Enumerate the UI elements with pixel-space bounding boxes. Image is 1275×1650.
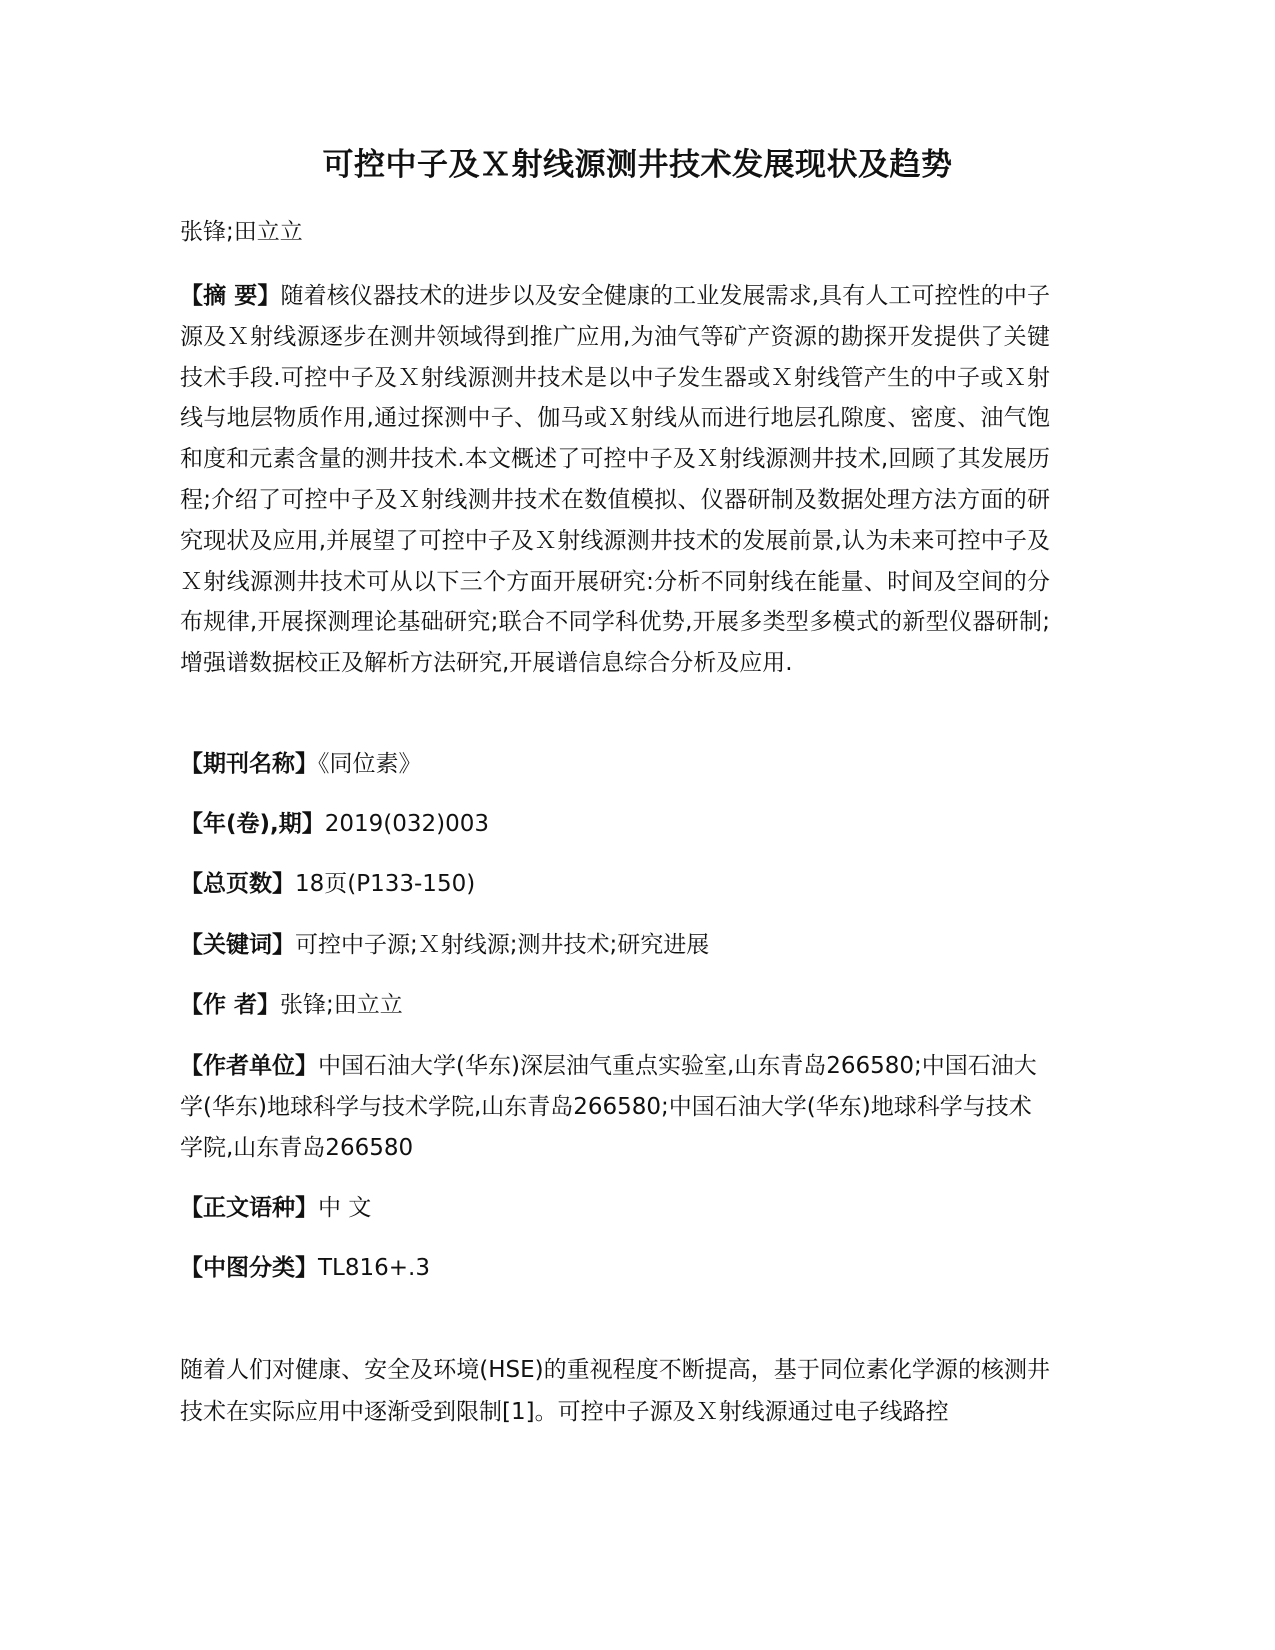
authors-label: 【作 者】 <box>180 992 281 1018</box>
language-label: 【正文语种】 <box>180 1195 318 1221</box>
total-pages-label: 【总页数】 <box>180 871 295 897</box>
abstract-label: 【摘 要】 <box>180 283 281 309</box>
total-pages-value: 18页(P133-150) <box>295 871 476 897</box>
keywords-label: 【关键词】 <box>180 932 295 958</box>
total-pages-field <box>180 864 1050 905</box>
clc-field <box>180 1248 1050 1289</box>
language-field <box>180 1188 1050 1229</box>
affiliations-value: 中国石油大学(华东)深层油气重点实验室,山东青岛266580;中国石油大学(华东)地球科学与技术学院,山东青岛266580;中国石油大学(华东)地球科学与技术学院,山东青岛266580 <box>180 1053 1037 1161</box>
language-value: 中 文 <box>318 1195 372 1221</box>
abstract-block <box>180 276 1050 684</box>
year-volume-issue-label: 【年(卷),期】 <box>180 811 325 837</box>
keywords-field <box>180 925 1050 966</box>
clc-value: TL816+.3 <box>318 1255 430 1281</box>
affiliations-label: 【作者单位】 <box>180 1053 318 1079</box>
authors-field <box>180 985 1050 1026</box>
body-paragraph: 随着人们对健康、安全及环境(HSE)的重视程度不断提高，基于同位素化学源的核测井技术在实际应用中逐渐受到限制[1]。可控中子源及Ｘ射线源通过电子线路控 <box>180 1357 1050 1425</box>
clc-label: 【中图分类】 <box>180 1255 318 1281</box>
journal-field <box>180 744 1050 785</box>
year-volume-issue-field <box>180 804 1050 845</box>
authors-value: 张锋;田立立 <box>280 992 403 1018</box>
journal-value: 《同位素》 <box>318 751 422 777</box>
year-volume-issue-value: 2019(032)003 <box>324 811 490 837</box>
keywords-value: 可控中子源;Ｘ射线源;测井技术;研究进展 <box>295 932 710 958</box>
author-list: 张锋;田立立 <box>180 219 303 245</box>
paper-title: 可控中子及Ｘ射线源测井技术发展现状及趋势 <box>322 147 953 183</box>
affiliations-field <box>180 1046 1050 1168</box>
journal-label: 【期刊名称】 <box>180 751 318 777</box>
abstract-text: 随着核仪器技术的进步以及安全健康的工业发展需求,具有人工可控性的中子源及Ｘ射线源逐步在测井领域得到推广应用,为油气等矿产资源的勘探开发提供了关键技术手段.可控中子及Ｘ射线源测井技术是以中子发生器或Ｘ射线管产生的中子或Ｘ射线与地层物质作用,通过探测中子、伽马或Ｘ射线从而进行地层孔隙度、密度、油气饱和度和元素含量的测井技术.本文概述了可控中子及Ｘ射线源测井技术,回顾了其发展历程;介绍了可控中子及Ｘ射线测井技术在数值模拟、仪器研制及数据处理方法方面的研究现状及应用,并展望了可控中子及Ｘ射线源测井技术的发展前景,认为未来可控中子及Ｘ射线源测井技术可从以下三个方面开展研究:分析不同射线在能量、时间及空间的分布规律,开展探测理论基础研究;联合不同学科优势,开展多类型多模式的新型仪器研制;增强谱数据校正及解析方法研究,开展谱信息综合分析及应用. <box>180 283 1050 677</box>
